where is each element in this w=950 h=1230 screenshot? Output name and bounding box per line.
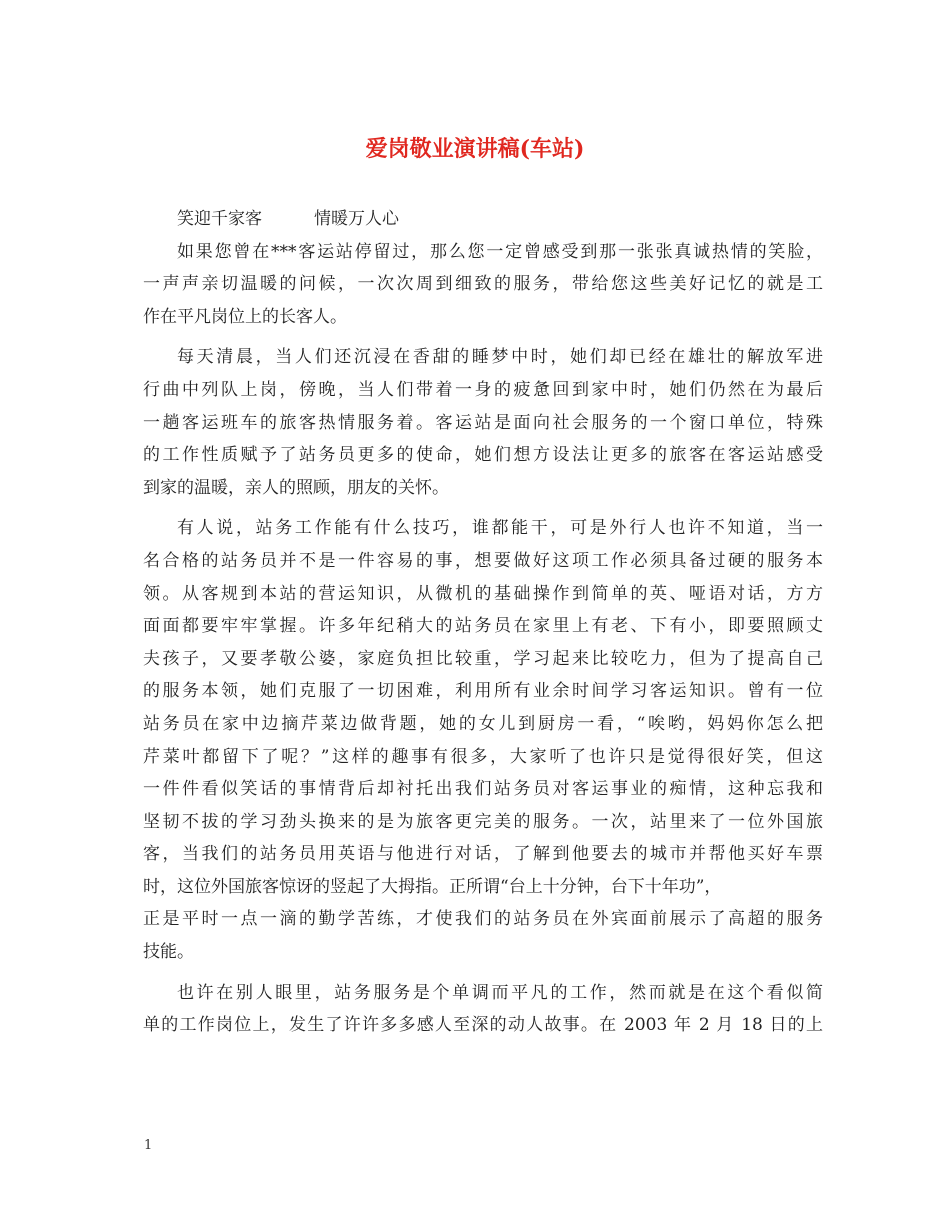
paragraph-line: 领。从客规到本站的营运知识，从微机的基础操作到简单的英、哑语对话，方方 bbox=[143, 583, 823, 604]
paragraph-line: 客，当我们的站务员用英语与他进行对话，了解到他要去的城市并帮他买好车票 bbox=[143, 844, 823, 865]
document-title: 爱岗敬业演讲稿(车站) bbox=[365, 136, 585, 162]
paragraph-line: 站务员在家中边摘芹菜边做背题，她的女儿到厨房一看，“唉哟，妈妈你怎么把 bbox=[143, 713, 823, 734]
paragraph-line: 技能。 bbox=[143, 942, 194, 963]
subtitle-line bbox=[143, 203, 823, 236]
paragraph-4 bbox=[143, 977, 823, 1042]
paragraph-line: 夫孩子，又要孝敬公婆，家庭负担比较重，学习起来比较吃力，但为了提高自己 bbox=[143, 648, 823, 669]
paragraph-1 bbox=[143, 236, 823, 334]
paragraph-line: 每天清晨，当人们还沉浸在香甜的睡梦中时，她们却已经在雄壮的解放军进 bbox=[177, 347, 823, 368]
paragraph-3 bbox=[143, 512, 823, 968]
paragraph-line: 一件件看似笑话的事情背后却衬托出我们站务员对客运事业的痴情，这种忘我和 bbox=[143, 779, 823, 800]
paragraph-line: 面面都要牢牢掌握。许多年纪稍大的站务员在家里上有老、下有小，即要照顾丈 bbox=[143, 616, 823, 637]
paragraph-line: 一声声亲切温暖的问候，一次次周到细致的服务，带给您这些美好记忆的就是工 bbox=[143, 274, 823, 295]
paragraph-line: 的工作性质赋予了站务员更多的使命，她们想方设法让更多的旅客在客运站感受 bbox=[143, 445, 823, 466]
paragraph-line: 单的工作岗位上，发生了许许多多感人至深的动人故事。在 2003 年 2 月 18 日的上 bbox=[143, 1015, 823, 1036]
paragraph-line: 一趟客运班车的旅客热情服务着。客运站是面向社会服务的一个窗口单位，特殊 bbox=[143, 412, 823, 433]
paragraph-line: 到家的温暖，亲人的照顾，朋友的关怀。 bbox=[143, 477, 449, 498]
paragraph-2 bbox=[143, 341, 823, 504]
paragraph-line: 如果您曾在***客运站停留过，那么您一定曾感受到那一张张真诚热情的笑脸， bbox=[177, 241, 823, 262]
paragraph-line: 名合格的站务员并不是一件容易的事，想要做好这项工作必须具备过硬的服务本 bbox=[143, 550, 823, 571]
paragraph-line: 坚韧不拔的学习劲头换来的是为旅客更完美的服务。一次，站里来了一位外国旅 bbox=[143, 811, 823, 832]
paragraph-line: 行曲中列队上岗，傍晚，当人们带着一身的疲惫回到家中时，她们仍然在为最后 bbox=[143, 379, 823, 400]
paragraph-line: 时，这位外国旅客惊讶的竖起了大拇指。正所谓“台上十分钟，台下十年功”， bbox=[143, 876, 722, 897]
subtitle-left: 笑迎千家客 bbox=[177, 209, 262, 229]
paragraph-line: 作在平凡岗位上的长客人。 bbox=[143, 306, 347, 327]
paragraph-line: 的服务本领，她们克服了一切困难，利用所有业余时间学习客运知识。曾有一位 bbox=[143, 681, 823, 702]
document-body bbox=[143, 203, 823, 1042]
subtitle-right: 情暖万人心 bbox=[314, 209, 399, 229]
paragraph-line: 芹菜叶都留下了呢？”这样的趣事有很多，大家听了也许只是觉得很好笑，但这 bbox=[143, 746, 823, 767]
paragraph-line: 有人说，站务工作能有什么技巧，谁都能干，可是外行人也许不知道，当一 bbox=[177, 518, 823, 539]
page-number: 1 bbox=[144, 1138, 153, 1153]
paragraph-line: 正是平时一点一滴的勤学苦练，才使我们的站务员在外宾面前展示了高超的服务 bbox=[143, 909, 823, 930]
paragraph-line: 也许在别人眼里，站务服务是个单调而平凡的工作，然而就是在这个看似简 bbox=[177, 982, 823, 1003]
